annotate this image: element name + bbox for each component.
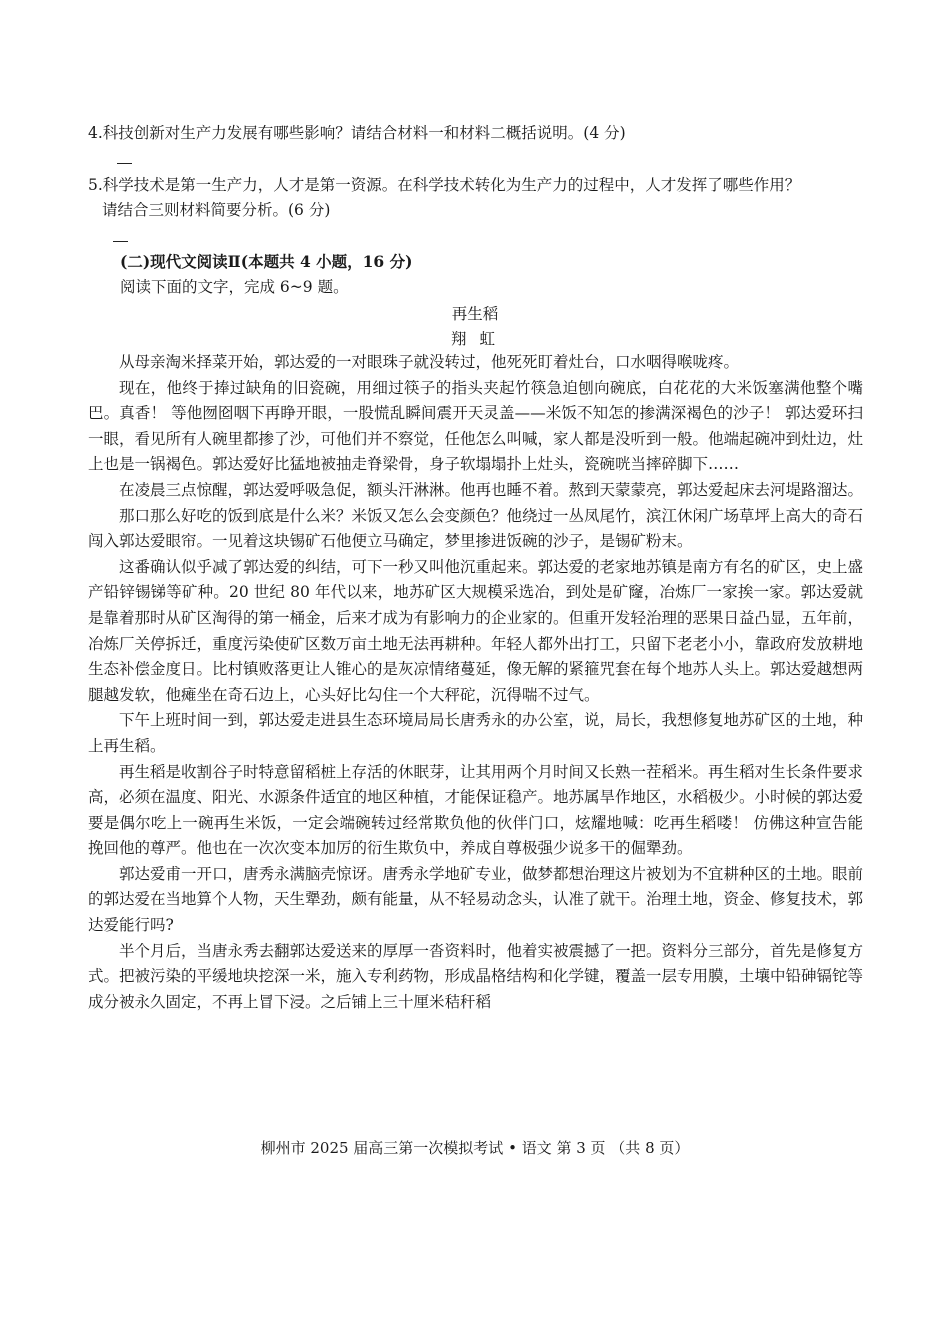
story-paragraph: 现在，他终于捧过缺角的旧瓷碗，用细过筷子的指头夹起竹筷急迫刨向碗底，白花花的大米饭塞满他整个嘴巴。真香！ 等他囫囵咽下再睁开眼，一股慌乱瞬间震开天灵盖——米饭不知怎的掺满深褐色的沙子！ 郭达爱环扫一眼，看见所有人碗里都掺了沙，可他们并不察觉，任他怎么叫喊，家人都是没听到一般。他端起碗冲到灶边，灶上也是一锅褐色。郭达爱好比猛地被抽走脊梁骨，身子软塌塌扑上灶头，瓷碗咣当摔碎脚下…… <box>88 378 864 474</box>
story-paragraph: 这番确认似乎减了郭达爱的纠结，可下一秒又叫他沉重起来。郭达爱的老家地苏镇是南方有名的矿区，史上盛产铅锌锡锑等矿种。20 世纪 80 年代以来，地苏矿区大规模采选冶，到处是矿窿，冶炼厂一家挨一家。郭达爱就是靠着那时从矿区淘得的第一桶金，后来才成为有影响力的企业家的。但重开发轻治理的恶果日益凸显，五年前，冶炼厂关停拆迁，重度污染使矿区数万亩土地无法再耕种。年轻人都外出打工，只留下老老小小，靠政府发放耕地生态补偿金度日。比村镇败落更让人锥心的是灰凉情绪蔓延，像无解的紧箍咒套在每个地苏人头上。郭达爱越想两腿越发软，他瘫坐在奇石边上，心头好比勾住一个大秤砣，沉得喘不过气。 <box>88 557 864 704</box>
story-paragraph: 下午上班时间一到，郭达爱走进县生态环境局局长唐秀永的办公室，说，局长，我想修复地苏矿区的土地，种上再生稻。 <box>88 711 864 755</box>
section-instruction: 阅读下面的文字，完成 6~9 题。 <box>120 278 349 296</box>
page-footer: 柳州市 2025 届高三第一次模拟考试 • 语文 第 3 页 （共 8 页） <box>260 1139 690 1157</box>
story-title: 再生稻 <box>451 305 499 323</box>
question-5-continued: 请结合三则材料简要分析。(6 分) <box>102 201 331 219</box>
story-paragraph: 再生稻是收割谷子时特意留稻桩上存活的休眠芽，让其用两个月时间又长熟一茬稻米。再生稻对生长条件要求高，必须在温度、阳光、水源条件适宜的地区种植，才能保证稳产。地苏属旱作地区，水稻极少。小时候的郭达爱要是偶尔吃上一碗再生米饭，一定会端碗转过经常欺负他的伙伴门口，炫耀地喊：吃再生稻喽！ 仿佛这种宣告能挽回他的尊严。他也在一次次变本加厉的衍生欺负中，养成自尊极强少说多干的倔犟劲。 <box>88 762 864 858</box>
answer-line-5 <box>113 241 128 242</box>
question-5: 5.科学技术是第一生产力，人才是第一资源。在科学技术转化为生产力的过程中，人才发挥了哪些作用？ <box>88 176 801 194</box>
story-paragraph: 在凌晨三点惊醒，郭达爱呼吸急促，额头汗淋淋。他再也睡不着。熬到天蒙蒙亮，郭达爱起床去河堤路溜达。 <box>119 480 864 499</box>
story-author: 翔 虹 <box>451 330 499 348</box>
story-paragraph: 那口那么好吃的饭到底是什么米？米饭又怎么会变颜色？他绕过一丛凤尾竹，滨江休闲广场草坪上高大的奇石闯入郭达爱眼帘。一见着这块锡矿石他便立马确定，梦里掺进饭碗的沙子，是锡矿粉末。 <box>88 506 864 551</box>
story-paragraph: 半个月后，当唐永秀去翻郭达爱送来的厚厚一沓资料时，他着实被震撼了一把。资料分三部分，首先是修复方式。把被污染的平缓地块挖深一米，施入专利药物，形成晶格结构和化学键，覆盖一层专用膜，土壤中铅砷镉铊等成分被永久固定，不再上冒下浸。之后铺上三十厘米秸秆稻 <box>88 941 864 1011</box>
story-paragraph: 从母亲淘米择菜开始，郭达爱的一对眼珠子就没转过，他死死盯着灶台，口水咽得喉咙疼。 <box>119 353 740 371</box>
question-4: 4.科技创新对生产力发展有哪些影响？请结合材料一和材料二概括说明。(4 分) <box>88 124 626 142</box>
story-paragraph: 郭达爱甫一开口，唐秀永满脑壳惊讶。唐秀永学地矿专业，做梦都想治理这片被划为不宜耕种区的土地。眼前的郭达爱在当地算个人物，天生犟劲，颇有能量，从不轻易动念头，认准了就干。治理土地，资金、修复技术，郭达爱能行吗? <box>88 864 864 935</box>
story-body <box>88 350 863 1015</box>
section-title: (二)现代文阅读Ⅱ(本题共 4 小题，16 分) <box>120 252 413 271</box>
answer-line-4 <box>117 163 132 164</box>
